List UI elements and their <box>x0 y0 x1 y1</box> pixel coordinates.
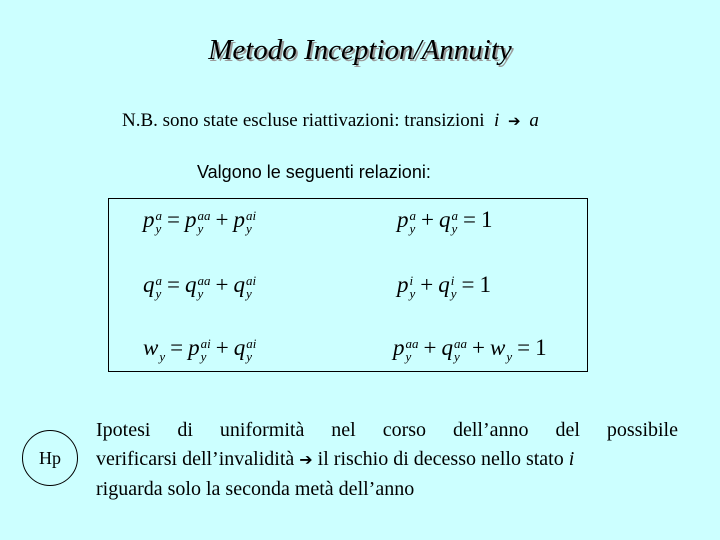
hypothesis-text <box>96 416 678 504</box>
hypothesis-line-3: riguarda solo la seconda metà dell’anno <box>96 478 415 500</box>
note-to-state: a <box>529 110 539 131</box>
hypothesis-line-2: verificarsi dell’invalidità ➔ il rischio di decesso nello stato i <box>96 448 575 470</box>
right-arrow-icon: ➔ <box>508 114 521 130</box>
hypothesis-line-1: Ipotesi di uniformità nel corso dell’anno del possibile <box>96 419 678 441</box>
right-arrow-icon: ➔ <box>299 452 313 469</box>
note-label: N.B. sono state escluse riattivazioni: transizioni <box>122 110 485 131</box>
formula-6: p aa y + q aa y + w y = 1 <box>393 335 547 364</box>
formula-2: q a y = q aa y + q ai y <box>143 272 257 301</box>
formula-box <box>108 198 588 372</box>
relations-label: Valgono le seguenti relazioni: <box>197 162 431 182</box>
note-from-state: i <box>494 110 500 131</box>
hypothesis-label: Hp <box>39 447 61 468</box>
formula-5: p i y + q i y = 1 <box>397 272 492 301</box>
formula-3: w y = p ai y + q ai y <box>143 335 257 364</box>
formula-1: p a y = p aa y + p ai y <box>143 207 257 236</box>
note-text <box>122 110 539 132</box>
slide-title: Metodo Inception/Annuity <box>208 34 512 66</box>
formula-4: p a y + q a y = 1 <box>397 207 493 236</box>
hypothesis-badge <box>22 430 78 486</box>
